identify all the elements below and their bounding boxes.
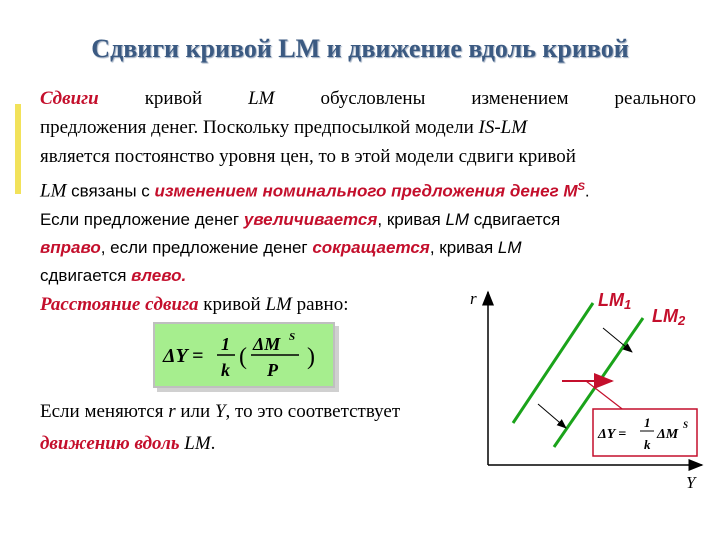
formula-lhs: ΔY = <box>163 345 204 367</box>
term-right: вправо <box>40 238 101 257</box>
lm1-label-sub: 1 <box>624 297 632 312</box>
term-movement: движению вдоль <box>40 433 180 454</box>
formula-num: 1 <box>221 334 230 354</box>
text: . <box>584 181 590 201</box>
text: сдвигается <box>469 210 561 229</box>
lm2-label-main: LM <box>652 306 678 326</box>
term-left: влево. <box>131 266 187 285</box>
text: или <box>175 401 215 422</box>
callout-lhs: ΔY = <box>598 427 627 442</box>
text: кривой <box>198 294 266 315</box>
x-axis-label: Y <box>686 473 696 492</box>
callout-den: k <box>644 437 651 452</box>
var-y: Y <box>214 401 226 422</box>
lm1-label <box>598 290 631 312</box>
formula-den: k <box>221 360 230 380</box>
text: Если предложение денег <box>40 210 244 229</box>
var-r: r <box>168 401 176 422</box>
text: . <box>210 433 216 454</box>
formula-inner-num: ΔM <box>253 334 281 354</box>
term-decreases: сокращается <box>312 238 430 257</box>
word: изменением <box>471 88 569 109</box>
text: , кривая <box>377 210 446 229</box>
formula-inner-den: P <box>267 360 278 380</box>
term-lm: LM <box>184 433 211 454</box>
superscript: S <box>577 181 585 193</box>
lm1-label-main: LM <box>598 290 624 310</box>
lm2-label-sub: 2 <box>678 313 686 328</box>
callout-rhs: ΔM <box>657 427 679 442</box>
callout-num: 1 <box>644 415 651 430</box>
lm1-curve <box>513 303 593 423</box>
term-lm: LM <box>497 238 522 257</box>
text: , то это соответствует <box>225 401 401 422</box>
term-lm: LM <box>445 210 470 229</box>
term-shifts: Сдвиги <box>40 88 99 109</box>
text: является постоянство уровня цен, то в этой модели сдвиги кривой <box>40 146 576 167</box>
term-lm: LM <box>248 88 275 109</box>
lm2-label <box>652 306 686 328</box>
term-lm: LM <box>265 294 292 315</box>
term-lm: LM <box>40 180 67 202</box>
word: реального <box>614 88 696 109</box>
paren-close: ) <box>307 344 315 370</box>
text: связаны с <box>66 181 155 201</box>
y-axis-label: r <box>470 289 477 308</box>
term-is-lm: IS-LM <box>478 117 528 138</box>
term-increases: увеличивается <box>243 210 378 229</box>
term-distance: Расстояние сдвига <box>40 294 199 315</box>
text: , если предложение денег <box>100 238 313 257</box>
slide-title: Сдвиги кривой LM и движение вдоль кривой <box>91 34 629 63</box>
paren-open: ( <box>239 344 247 370</box>
text: сдвигается <box>40 266 132 285</box>
word: обусловлены <box>320 88 426 109</box>
term-nominal-money: изменением номинального предложения денег M <box>154 181 578 201</box>
formula-inner-sup: S <box>289 331 296 343</box>
word: кривой <box>144 88 203 109</box>
text: , кривая <box>429 238 498 257</box>
callout-sup: S <box>683 420 689 430</box>
shift-arrow-lower <box>538 404 566 428</box>
text: предложения денег. Поскольку предпосылкой модели <box>40 117 479 138</box>
text: Если меняются <box>40 401 169 422</box>
text: равно: <box>291 294 349 315</box>
